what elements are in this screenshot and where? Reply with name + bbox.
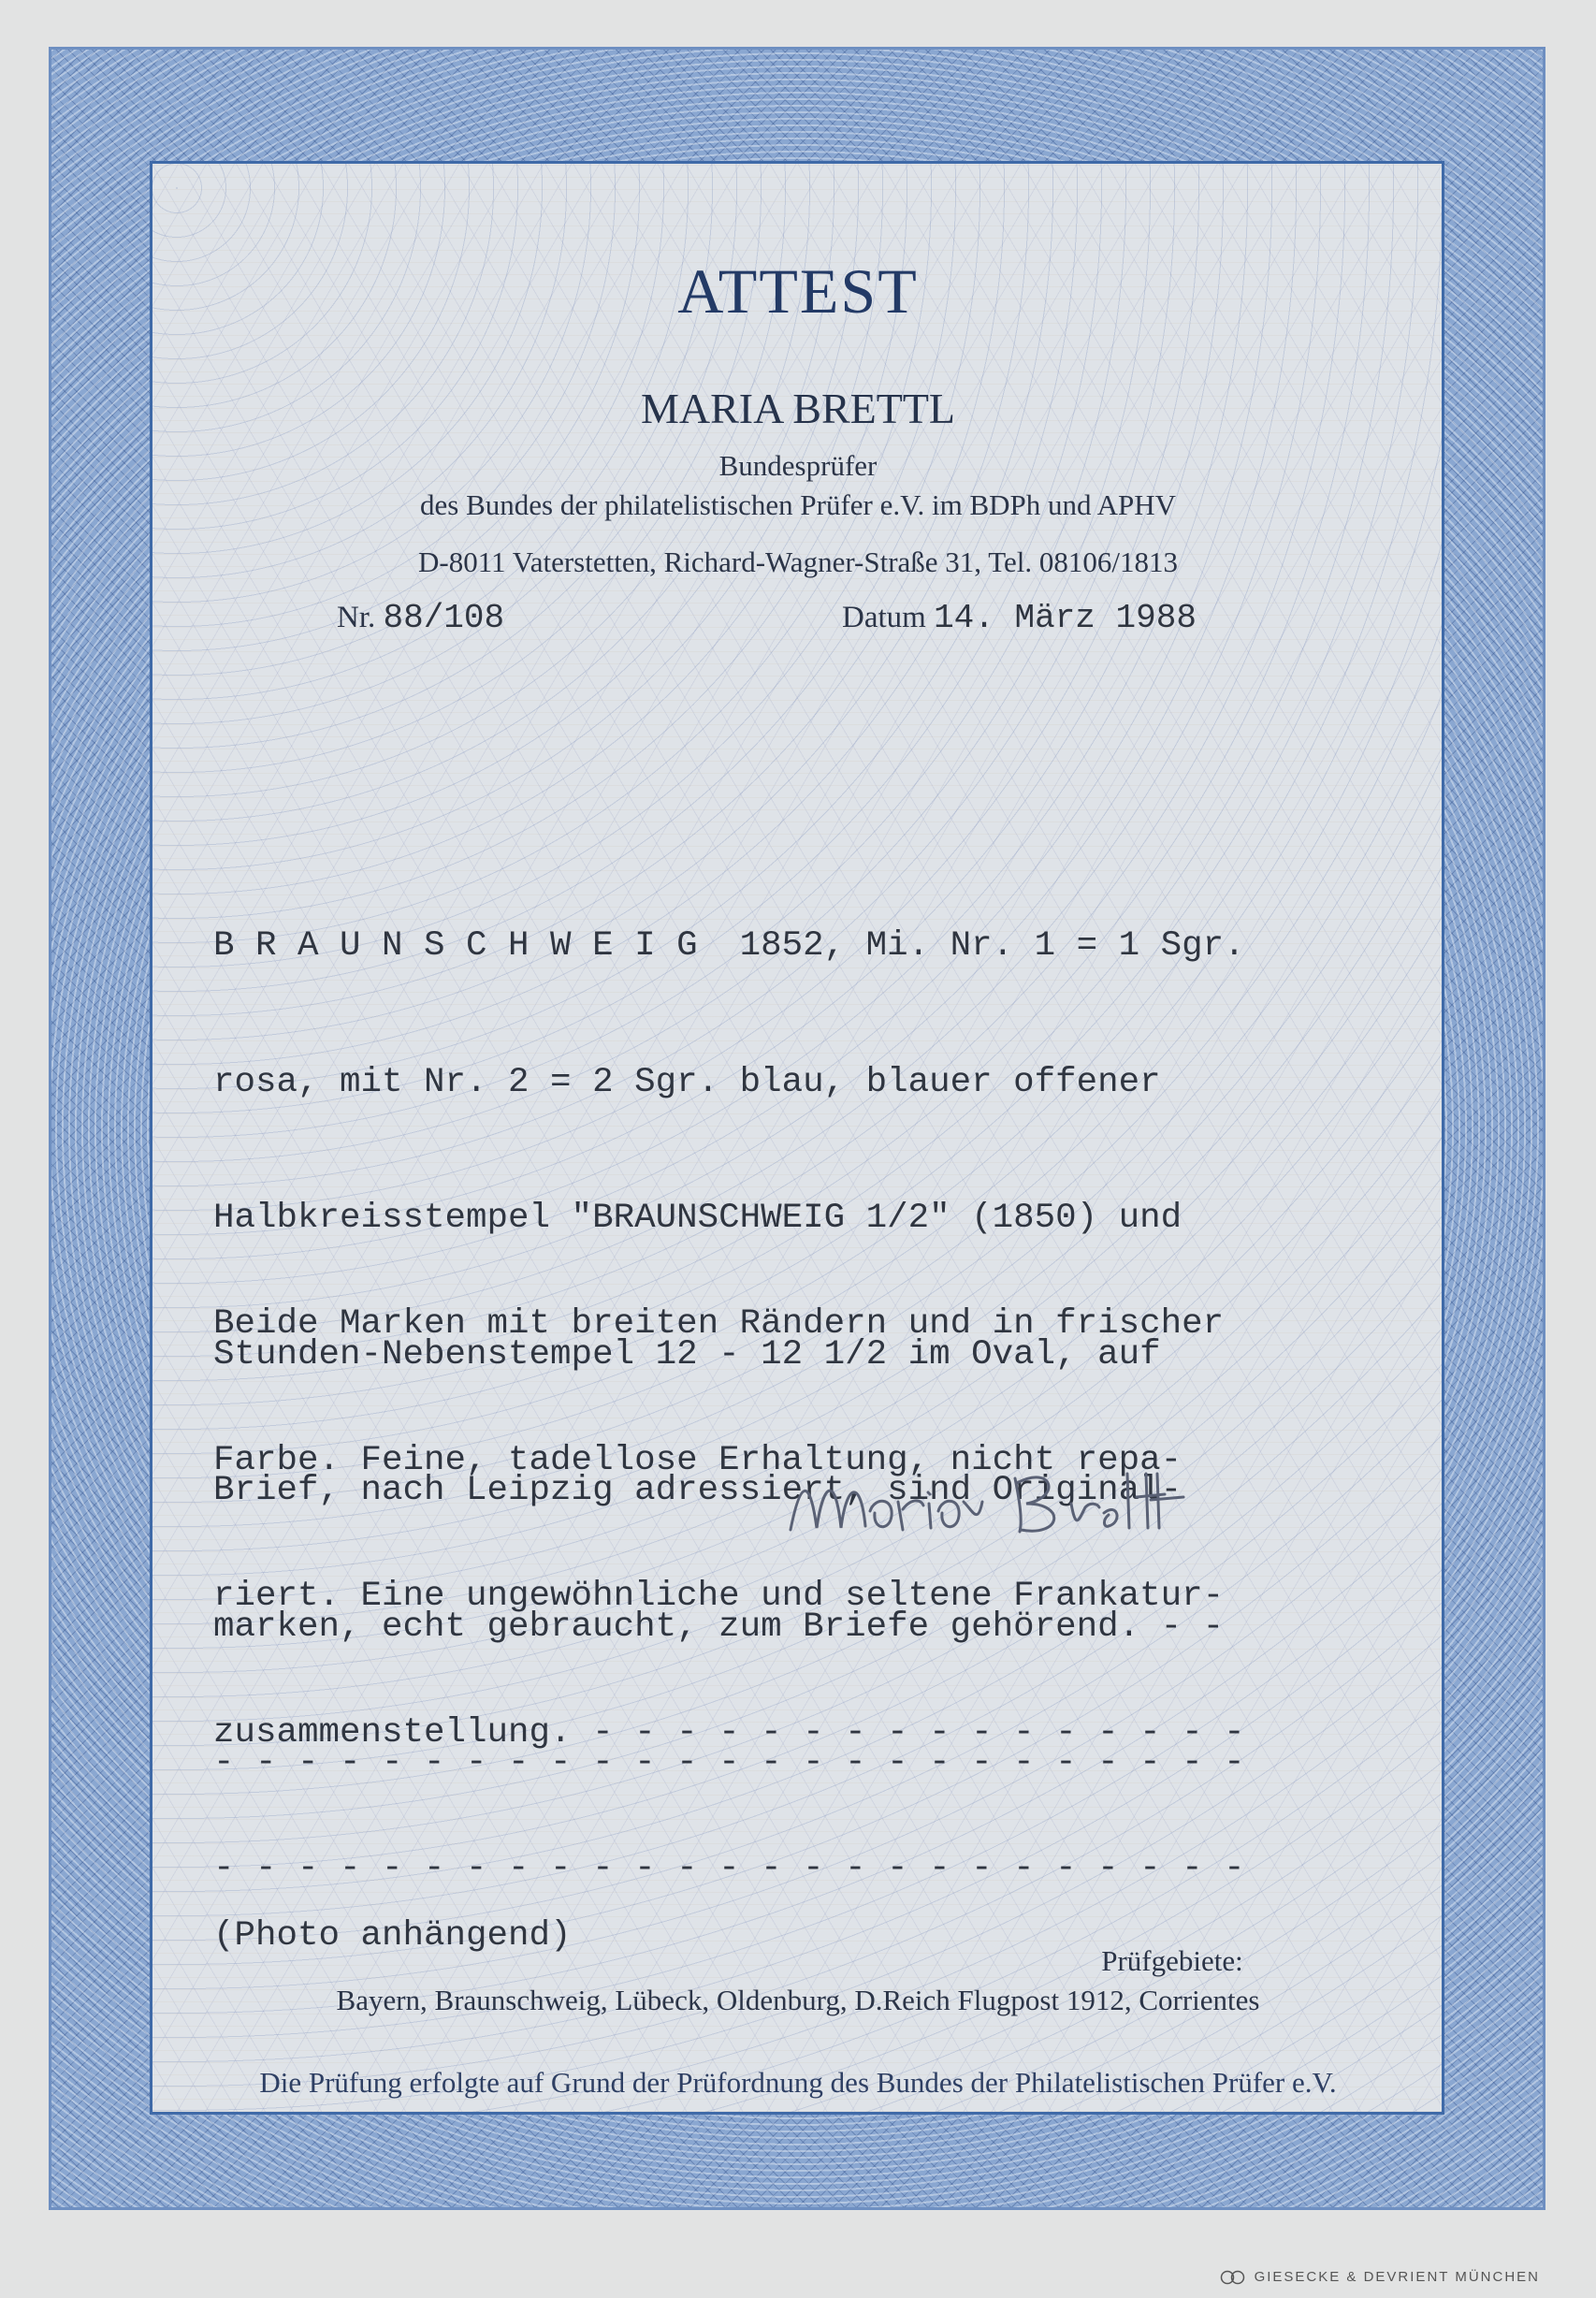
certificate-title: ATTEST (677, 255, 919, 327)
text-line: zusammenstellung. - - - - - - - - - - - - - - - - (213, 1712, 1245, 1753)
text-line: Farbe. Feine, tadellose Erhaltung, nicht repa- (213, 1440, 1182, 1480)
text-line: - - - - - - - - - - - - - - - - - - - - - - - - - (213, 1849, 1245, 1888)
certificate-paragraph-condition (213, 1211, 1420, 1983)
certificate-date (842, 599, 1197, 637)
regulation-note: Die Prüfung erfolgte auf Grund der Prüfordnung des Bundes der Philatelistischen Prüfer e.V. (259, 2066, 1337, 2099)
printer-logo-icon (1219, 2270, 1247, 2285)
examiner-name: MARIA BRETTL (640, 385, 956, 432)
photo-note: (Photo anhängend) (213, 1916, 572, 1956)
printer-imprint (1219, 2269, 1540, 2285)
text-line: Halbkreisstempel "BRAUNSCHWEIG 1/2" (1850) und (213, 1199, 1182, 1238)
examiner-association: des Bundes der philatelistischen Prüfer e.V. im BDPh und APHV (420, 488, 1176, 521)
text-line: Beide Marken mit breiten Rändern und in frischer (213, 1304, 1225, 1344)
text-line: B R A U N S C H W E I G 1852, Mi. Nr. 1 = 1 Sgr. (213, 926, 1245, 966)
number-label: Nr. (337, 601, 376, 634)
number-value: 88/108 (383, 599, 505, 637)
expertise-areas-list: Bayern, Braunschweig, Lübeck, Oldenburg, D.Reich Flugpost 1912, Corrientes (336, 1984, 1260, 2016)
expertise-areas-label: Prüfgebiete: (1101, 1944, 1243, 1977)
printer-name: GIESECKE & DEVRIENT MÜNCHEN (1254, 2269, 1540, 2285)
text-line: rosa, mit Nr. 2 = 2 Sgr. blau, blauer offener (213, 1062, 1161, 1102)
text-line: Stunden-Nebenstempel 12 - 12 1/2 im Oval, auf (213, 1334, 1161, 1374)
examiner-signature (781, 1446, 1249, 1558)
date-label: Datum (842, 601, 926, 634)
examiner-role: Bundesprüfer (718, 449, 878, 482)
certificate-number (337, 599, 504, 637)
text-line: riert. Eine ungewöhnliche und seltene Frankatur- (213, 1577, 1225, 1616)
date-value: 14. März 1988 (934, 599, 1197, 637)
text-line: - - - - - - - - - - - - - - - - - - - - - - - - - (213, 1743, 1245, 1782)
text-line: marken, echt gebraucht, zum Briefe gehörend. - - (213, 1607, 1225, 1647)
examiner-address: D-8011 Vaterstetten, Richard-Wagner-Straße 31, Tel. 08106/1813 (418, 545, 1178, 578)
text-line: Brief, nach Leipzig adressiert, sind Original- (213, 1471, 1182, 1510)
